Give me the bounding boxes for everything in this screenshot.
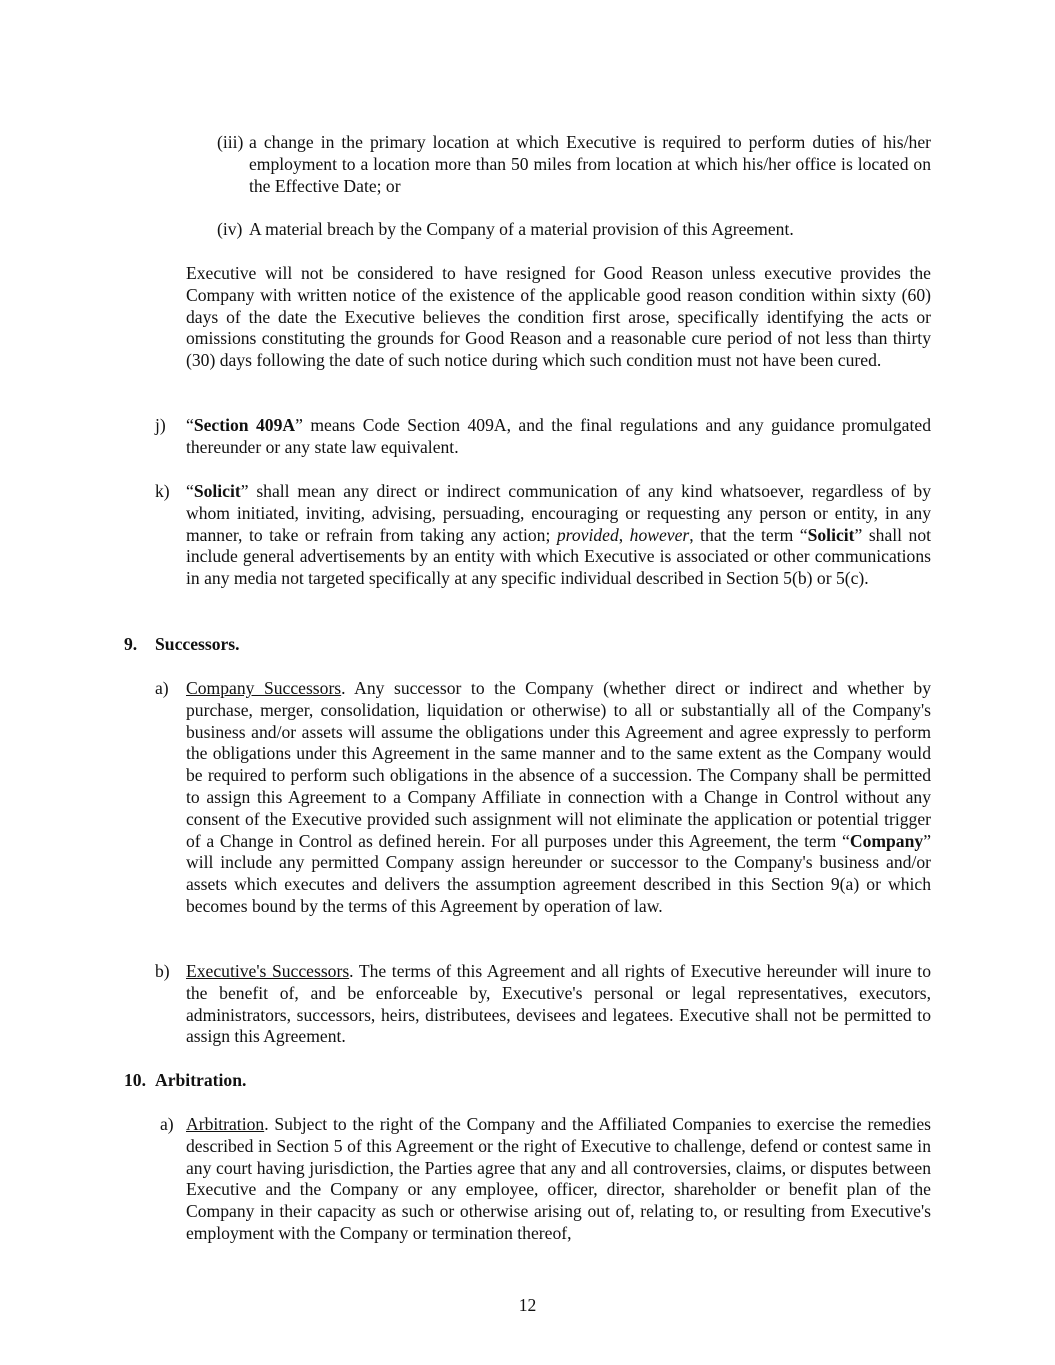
item-j-text: means Code Section 409A, and the final regulations and any guidance promulgated thereunder or any state law equivalent. [186, 415, 931, 457]
item-k-italic-provided: provided [556, 524, 619, 545]
open-quote: “ [186, 481, 194, 501]
item-j-definition [186, 415, 931, 459]
item-iii-text: a change in the primary location at which Executive is required to perform duties of his/her employment to a location more than 50 miles from location at which his/her office is located on the Effective Date; or [249, 132, 931, 196]
section-9b-paragraph [186, 961, 931, 1048]
section-10-number: 10. [124, 1070, 146, 1090]
item-k-text-3: ” shall not include general advertisements by an entity with which Executive is associated or other communications in any media not targeted specifically at any specific individual described in Section 5(b) or 5(c). [186, 524, 932, 589]
section-10a-text: . Subject to the right of the Company and the Affiliated Companies to exercise the remedies described in Section 5 of this Agreement or the right of Executive to challenge, defend or contest same in any court having jurisdiction, the Parties agree that any and all controversies, claims, or disputes between Executive and the Company or any employee, officer, director, shareholder or benefit plan of the Company in their capacity as such or otherwise arising out of, relating to, or resulting from Executive's employment with the Company or termination thereof, [186, 1114, 931, 1243]
item-iv-label: (iv) [217, 219, 243, 239]
section-9-title: Successors. [155, 634, 240, 654]
good-reason-paragraph: Executive will not be considered to have resigned for Good Reason unless executive provides the Company with written notice of the existence of the applicable good reason condition within sixty (60) days of the date the Executive believes the condition first arose, specifically identifying the acts or omissions constituting the grounds for Good Reason and a reasonable cure period of not less than thirty (30) days following the date of such notice during which such condition must not have been cured. [186, 263, 931, 371]
section-9a-text-1: . Any successor to the Company (whether direct or indirect and whether by purchase, merger, consolidation, liquidation or otherwise) to all or substantially all of the Company's business and/or assets will assume the obligations under this Agreement and agree expressly to perform the obligations under this Agreement in the same manner and to the same extent as the Company would be required to perform such obligations in the absence of a succession. The Company shall be permitted to assign this Agreement to a Company Affiliate in connection with a Change in Control without any consent of the Executive provided such assignment will not eliminate the application or potential trigger of a Change in Control as defined herein. For all purposes under this Agreement, the term “ [186, 678, 931, 851]
section-10a-heading: Arbitration [186, 1114, 265, 1134]
section-9b-label: b) [155, 961, 170, 981]
defined-term-section-409a: Section 409A [193, 415, 296, 435]
item-k-text-2: , that the term “ [689, 524, 808, 545]
section-10a-paragraph [186, 1114, 931, 1245]
close-quote: ” [240, 481, 249, 501]
defined-term-solicit: Solicit [193, 481, 241, 501]
item-iv-text: A material breach by the Company of a material provision of this Agreement. [249, 219, 794, 239]
section-10-title: Arbitration. [155, 1070, 247, 1090]
open-quote: “ [186, 415, 194, 435]
section-9a-heading: Company Successors [186, 678, 342, 698]
item-iii-label: (iii) [217, 132, 244, 152]
section-9b-text: . The terms of this Agreement and all rights of Executive hereunder will inure to the benefit of, and be enforceable by, Executive's personal or legal representatives, executors, administrators, successors, heirs, distributees, devisees and legatees. Executive shall not be permitted to assign this Agreement. [186, 961, 931, 1047]
item-j-label: j) [155, 415, 166, 435]
section-9a-text-2: ” will include any permitted Company assign hereunder or successor to the Company's business and/or assets which executes and delivers the assumption agreement described in this Section 9(a) or which becomes bound by the terms of this Agreement by operation of law. [186, 830, 931, 916]
item-k-sep: , [618, 524, 630, 545]
item-k-definition [186, 481, 931, 590]
section-10a-label: a) [160, 1114, 174, 1134]
section-9a-paragraph [186, 678, 931, 918]
page-number: 12 [518, 1295, 537, 1315]
section-9a-label: a) [155, 678, 169, 698]
section-9-number: 9. [124, 634, 138, 654]
item-k-italic-however: however [629, 524, 690, 545]
section-9b-heading: Executive's Successors [186, 961, 350, 981]
defined-term-solicit-2: Solicit [807, 524, 855, 545]
close-quote: ” [295, 415, 303, 435]
item-k-text-1: shall mean any direct or indirect communication of any kind whatsoever, regardless of by whom initiated, inviting, advising, persuading, encouraging or requesting any person or entity, in any manner, to take or refrain from taking any action; [186, 481, 931, 545]
item-k-label: k) [155, 481, 170, 501]
defined-term-company: Company [849, 830, 924, 851]
